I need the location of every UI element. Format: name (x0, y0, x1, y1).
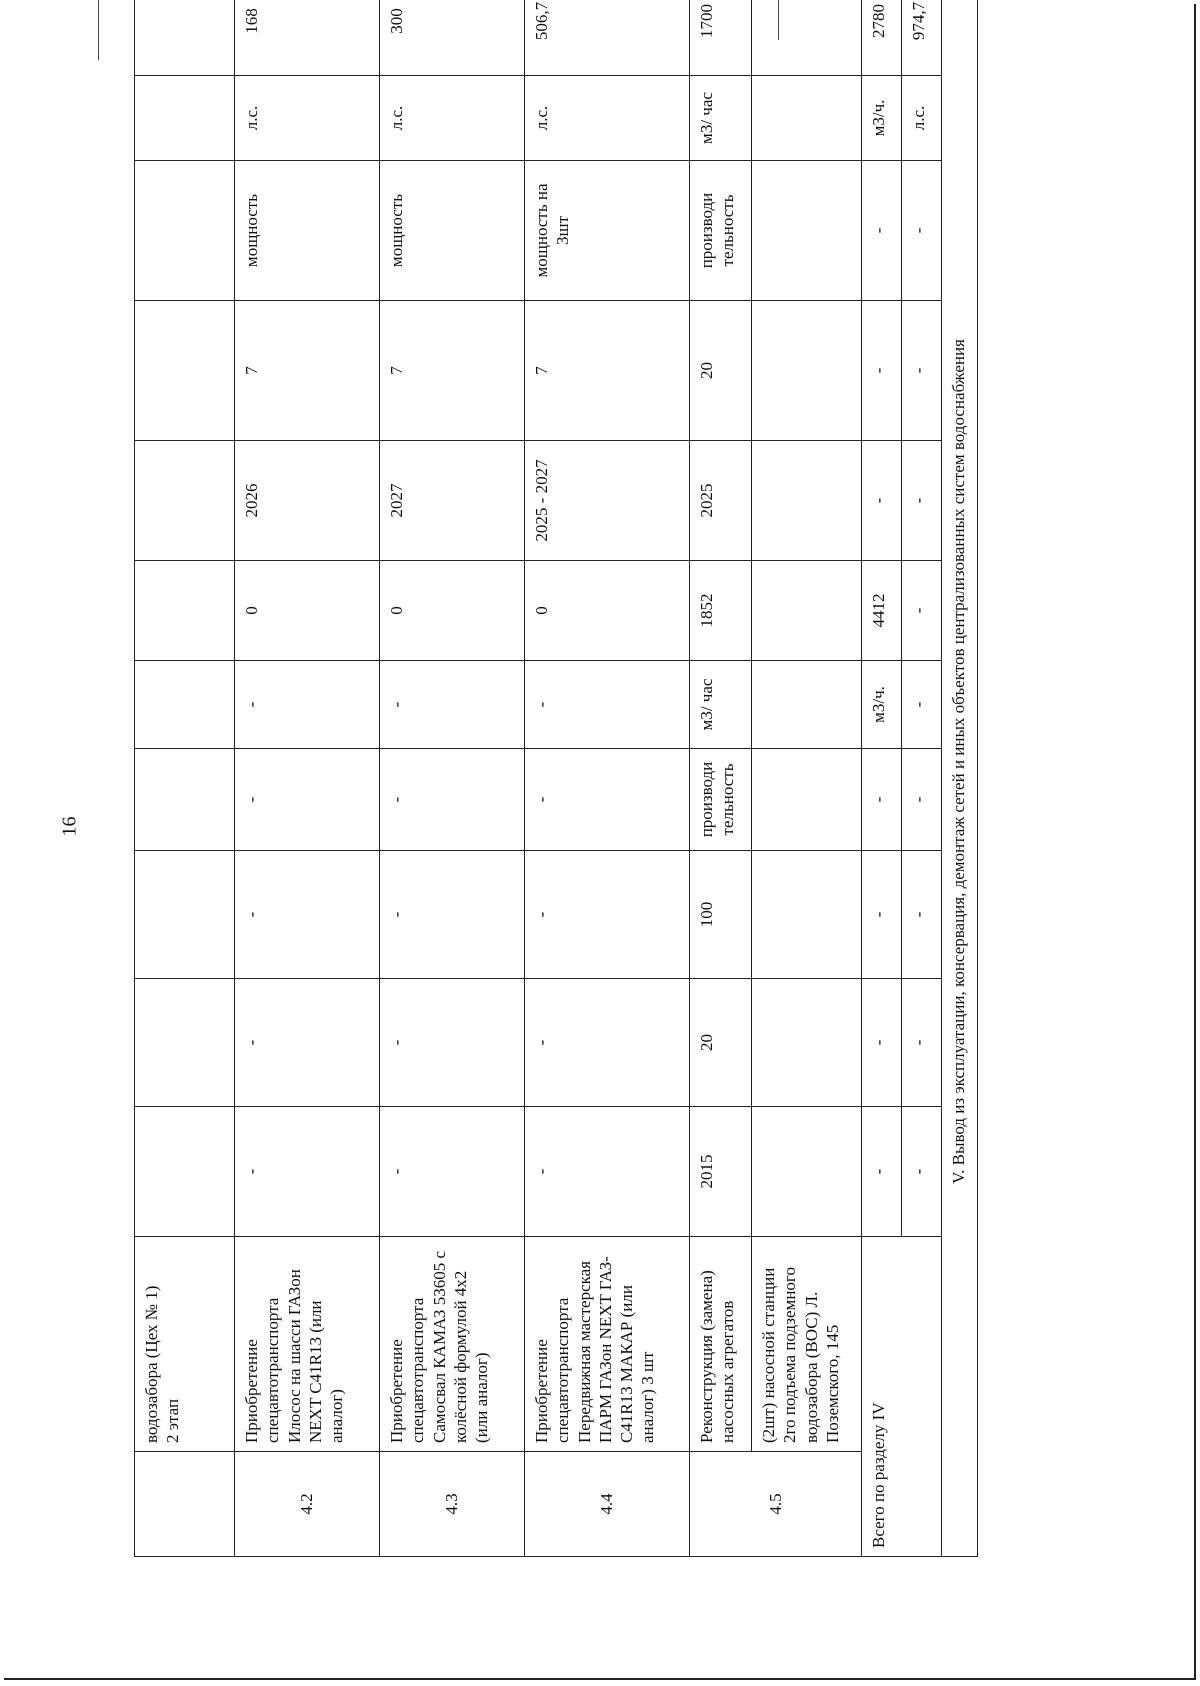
table-cell: 1852 (690, 561, 752, 661)
table-cell (752, 661, 862, 749)
table-cell: л.с. (525, 76, 690, 161)
table-cell: - (380, 749, 525, 851)
measures-table (134, 0, 978, 1557)
table-row (235, 0, 380, 1557)
table-cell: - (235, 851, 380, 979)
table-cell: мощность на 3шт (525, 161, 690, 301)
table-cell (752, 76, 862, 161)
table-cell: - (902, 851, 942, 979)
table-cell: 7 (235, 301, 380, 441)
total-label: Всего по разделу IV (862, 1237, 942, 1557)
table-cell: 506,7 (525, 0, 690, 76)
table-row (380, 0, 525, 1557)
table-cell: - (902, 161, 942, 301)
table-cell: - (862, 749, 902, 851)
table-cell: производи тельность (690, 161, 752, 301)
table-cell: - (235, 979, 380, 1107)
table-cell (752, 161, 862, 301)
table-cell: 0 (235, 561, 380, 661)
row-name: Приобретение спецавтотранспорта Илосос на шасси ГАЗон NEXT С41R13 (или аналог) (235, 1237, 380, 1452)
table-cell: 974,7 (902, 0, 942, 76)
table-cell (752, 979, 862, 1107)
row-number: 4.3 (380, 1452, 525, 1557)
table-cell: м3/ч. (862, 76, 902, 161)
row-name: водозабора (Цех № 1) 2 этап (135, 1237, 235, 1452)
table-cell: - (235, 661, 380, 749)
row-number: 4.2 (235, 1452, 380, 1557)
table-cell: мощность (380, 161, 525, 301)
table-cell (752, 749, 862, 851)
table-row (135, 0, 235, 1557)
table-cell (135, 749, 235, 851)
table-cell: - (525, 749, 690, 851)
table-cell (135, 561, 235, 661)
table-cell: - (902, 749, 942, 851)
table-cell (752, 301, 862, 441)
table-cell: м3/ч. (862, 661, 902, 749)
table-cell: 7 (380, 301, 525, 441)
table-cell (135, 1107, 235, 1237)
table-cell: - (862, 1107, 902, 1237)
section-heading-row (942, 0, 978, 1557)
table-cell (752, 1107, 862, 1237)
table-cell: производи тельность (690, 749, 752, 851)
table-cell: 100 (690, 851, 752, 979)
table-cell: 20 (690, 301, 752, 441)
table-cell: м3/ час (690, 661, 752, 749)
table-cell: 168 (235, 0, 380, 76)
table-cell: - (862, 301, 902, 441)
table-cell: - (235, 1107, 380, 1237)
table-cell: 4412 (862, 561, 902, 661)
table-cell (135, 661, 235, 749)
table-cell: 2027 (380, 441, 525, 561)
table-cell (135, 301, 235, 441)
table-cell: - (862, 161, 902, 301)
row-name: Реконструкция (замена) насосных агрегатов (690, 1237, 752, 1452)
table-cell: 0 (380, 561, 525, 661)
page-number: 16 (58, 816, 81, 837)
row-name: (2шт) насосной станции 2го подъема подземного водозабора (ВОС) Л. Поземского, 145 (752, 1237, 862, 1452)
table-cell (135, 851, 235, 979)
table-cell: 1700 (690, 0, 752, 76)
table-row (862, 0, 902, 1557)
table-cell (752, 0, 862, 76)
table-row (752, 0, 862, 1557)
row-name: Приобретение спецавтотранспорта Самосвал КАМАЗ 53605 с колёсной формулой 4х2 (или аналог) (380, 1237, 525, 1452)
row-number: 4.4 (525, 1452, 690, 1557)
section-v-heading: V. Вывод из эксплуатации, консервация, демонтаж сетей и иных объектов централизованных систем водоснабжения (942, 0, 978, 1557)
table-cell: - (902, 561, 942, 661)
table-cell: л.с. (235, 76, 380, 161)
table-cell: - (862, 441, 902, 561)
table-cell (135, 161, 235, 301)
table-cell: - (902, 301, 942, 441)
table-cell: мощность (235, 161, 380, 301)
table-cell: - (525, 1107, 690, 1237)
table-cell (135, 1452, 235, 1557)
table-cell: - (380, 851, 525, 979)
table-cell (135, 0, 235, 76)
table-cell: - (862, 851, 902, 979)
table-cell: - (380, 661, 525, 749)
rotated-table-sheet (134, 1, 1054, 1557)
table-cell: - (525, 661, 690, 749)
table-cell: - (902, 979, 942, 1107)
table-row (525, 0, 690, 1557)
table-cell: - (525, 979, 690, 1107)
table-cell (135, 441, 235, 561)
table-cell: 300 (380, 0, 525, 76)
table-cell: - (902, 441, 942, 561)
fold-line-left (98, 0, 99, 60)
table-row (690, 0, 752, 1557)
row-number: 4.5 (690, 1452, 862, 1557)
table-cell: 0 (525, 561, 690, 661)
table-cell (135, 979, 235, 1107)
table-cell: 2780 (862, 0, 902, 76)
table-cell (752, 561, 862, 661)
table-cell: - (525, 851, 690, 979)
table-cell: - (380, 979, 525, 1107)
table-cell: - (902, 661, 942, 749)
table-cell (752, 441, 862, 561)
table-cell: 2015 (690, 1107, 752, 1237)
table-cell (752, 851, 862, 979)
table-cell: м3/ час (690, 76, 752, 161)
table-cell: 2026 (235, 441, 380, 561)
table-cell: 7 (525, 301, 690, 441)
table-cell: л.с. (902, 76, 942, 161)
table-cell: 2025 (690, 441, 752, 561)
table-cell: - (235, 749, 380, 851)
table-cell: - (380, 1107, 525, 1237)
row-name: Приобретение спецавтотранспорта Передвижная мастерская ПАРМ ГАЗон NEXT ГАЗ-С41R13 МАКАР (или аналог) 3 шт (525, 1237, 690, 1452)
table-cell: 20 (690, 979, 752, 1107)
table-cell: - (902, 1107, 942, 1237)
table-cell (135, 76, 235, 161)
table-cell: - (862, 979, 902, 1107)
table-cell: л.с. (380, 76, 525, 161)
table-cell: 2025 - 2027 (525, 441, 690, 561)
